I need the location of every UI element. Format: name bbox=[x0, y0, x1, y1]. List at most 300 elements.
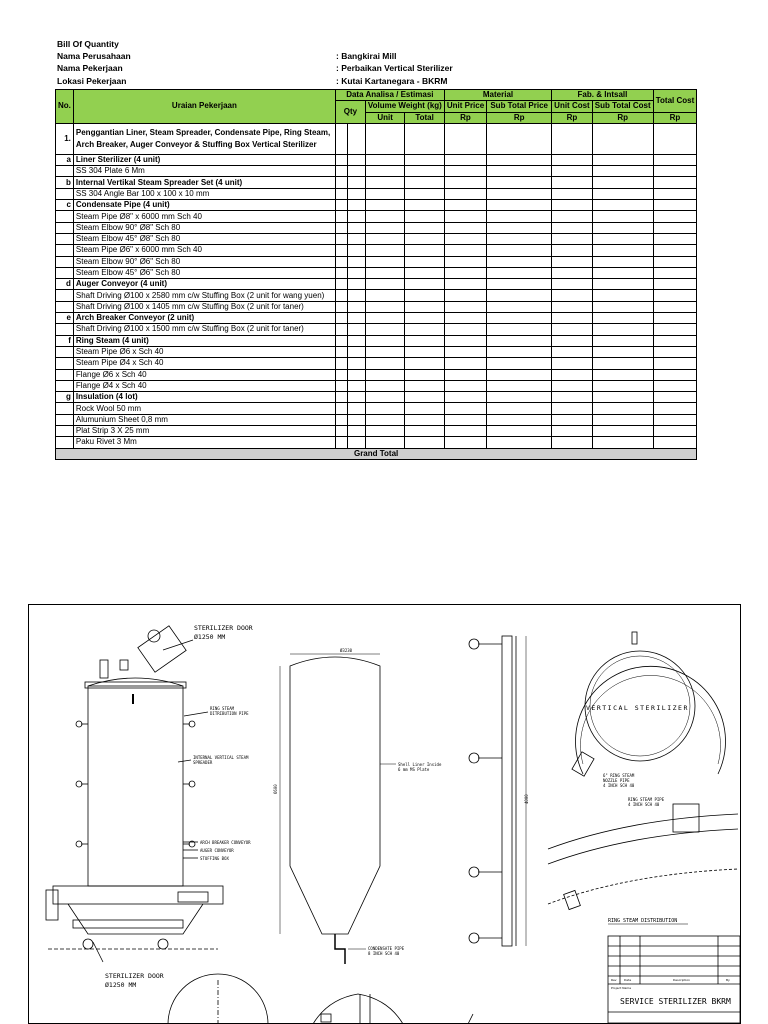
table-row bbox=[56, 222, 697, 233]
empty-cell bbox=[444, 222, 486, 233]
empty-cell bbox=[487, 358, 552, 369]
empty-cell bbox=[335, 222, 347, 233]
empty-cell bbox=[347, 290, 365, 301]
auger-label: AUGER CONVEYOR bbox=[200, 848, 234, 853]
empty-cell bbox=[552, 154, 593, 165]
empty-cell bbox=[347, 256, 365, 267]
empty-cell bbox=[653, 346, 697, 357]
row-number bbox=[56, 245, 74, 256]
table-row bbox=[56, 267, 697, 278]
row-number: c bbox=[56, 200, 74, 211]
empty-cell bbox=[444, 211, 486, 222]
table-row bbox=[56, 233, 697, 244]
empty-cell bbox=[405, 392, 444, 403]
empty-cell bbox=[347, 267, 365, 278]
empty-cell bbox=[552, 335, 593, 346]
empty-cell bbox=[335, 267, 347, 278]
row-number bbox=[56, 346, 74, 357]
company-label: Nama Perusahaan bbox=[57, 51, 131, 61]
empty-cell bbox=[653, 200, 697, 211]
empty-cell bbox=[653, 233, 697, 244]
ring-note-2: NOZZLE PIPE bbox=[603, 778, 630, 783]
empty-cell bbox=[444, 358, 486, 369]
empty-cell bbox=[347, 346, 365, 357]
empty-cell bbox=[653, 358, 697, 369]
empty-cell bbox=[365, 188, 404, 199]
col-fab-install: Fab. & Intsall bbox=[552, 90, 654, 101]
empty-cell bbox=[487, 233, 552, 244]
empty-cell bbox=[405, 166, 444, 177]
empty-cell bbox=[653, 279, 697, 290]
empty-cell bbox=[405, 414, 444, 425]
empty-cell bbox=[444, 426, 486, 437]
table-row bbox=[56, 166, 697, 177]
empty-cell bbox=[335, 188, 347, 199]
empty-cell bbox=[405, 426, 444, 437]
tb-rev: Rev bbox=[611, 978, 617, 982]
row-description: Internal Vertikal Steam Spreader Set (4 unit) bbox=[73, 177, 335, 188]
location-label: Lokasi Pekerjaan bbox=[57, 76, 127, 86]
empty-cell bbox=[444, 188, 486, 199]
empty-cell bbox=[552, 177, 593, 188]
empty-cell bbox=[444, 346, 486, 357]
table-row bbox=[56, 256, 697, 267]
ring-steam-distribution-label: RING STEAM DISTRIBUTION bbox=[608, 918, 678, 924]
empty-cell bbox=[335, 233, 347, 244]
empty-cell bbox=[405, 437, 444, 448]
empty-cell bbox=[347, 154, 365, 165]
table-row bbox=[56, 301, 697, 312]
row-number bbox=[56, 256, 74, 267]
empty-cell bbox=[365, 369, 404, 380]
tb-by: By bbox=[726, 978, 730, 982]
empty-cell bbox=[335, 313, 347, 324]
empty-cell bbox=[347, 403, 365, 414]
empty-cell bbox=[335, 290, 347, 301]
row-number bbox=[56, 301, 74, 312]
empty-cell bbox=[405, 313, 444, 324]
job-label: Nama Pekerjaan bbox=[57, 63, 123, 73]
empty-cell bbox=[592, 414, 653, 425]
empty-cell bbox=[444, 245, 486, 256]
empty-cell bbox=[592, 346, 653, 357]
empty-cell bbox=[653, 256, 697, 267]
empty-cell bbox=[335, 200, 347, 211]
empty-cell bbox=[552, 267, 593, 278]
empty-cell bbox=[653, 267, 697, 278]
stuffing-box-label: STUFFING BOX bbox=[200, 856, 229, 861]
empty-cell bbox=[552, 437, 593, 448]
row-number bbox=[56, 369, 74, 380]
empty-cell bbox=[487, 346, 552, 357]
row-description: Shaft Driving Ø100 x 1405 mm c/w Stuffing Box (2 unit for taner) bbox=[73, 301, 335, 312]
empty-cell bbox=[592, 233, 653, 244]
row-number bbox=[56, 211, 74, 222]
empty-cell bbox=[444, 335, 486, 346]
empty-cell bbox=[365, 358, 404, 369]
empty-cell bbox=[592, 290, 653, 301]
col-qty: Qty bbox=[335, 101, 365, 124]
empty-cell bbox=[653, 177, 697, 188]
grand-total-label: Grand Total bbox=[56, 448, 697, 459]
empty-cell bbox=[552, 414, 593, 425]
row-number bbox=[56, 324, 74, 335]
empty-cell bbox=[552, 188, 593, 199]
empty-cell bbox=[592, 211, 653, 222]
empty-cell bbox=[335, 166, 347, 177]
empty-cell bbox=[592, 279, 653, 290]
empty-cell bbox=[347, 279, 365, 290]
empty-cell bbox=[653, 369, 697, 380]
empty-cell bbox=[335, 335, 347, 346]
empty-cell bbox=[405, 245, 444, 256]
empty-cell bbox=[487, 245, 552, 256]
empty-cell bbox=[405, 200, 444, 211]
table-row bbox=[56, 369, 697, 380]
empty-cell bbox=[444, 256, 486, 267]
table-row bbox=[56, 313, 697, 324]
row-number bbox=[56, 290, 74, 301]
ring-note-3: 4 INCH SCH 40 bbox=[603, 783, 635, 788]
empty-cell bbox=[335, 358, 347, 369]
empty-cell bbox=[365, 392, 404, 403]
empty-cell bbox=[335, 245, 347, 256]
job-value: : Perbaikan Vertical Sterilizer bbox=[336, 63, 453, 73]
empty-cell bbox=[592, 256, 653, 267]
liner-label-1: Shell Liner Inside bbox=[398, 762, 442, 767]
row-number: d bbox=[56, 279, 74, 290]
empty-cell bbox=[444, 279, 486, 290]
empty-cell bbox=[335, 211, 347, 222]
empty-cell bbox=[405, 369, 444, 380]
table-row bbox=[56, 358, 697, 369]
row-number bbox=[56, 166, 74, 177]
empty-cell bbox=[365, 437, 404, 448]
row-description: Auger Conveyor (4 unit) bbox=[73, 279, 335, 290]
row-description: Shaft Driving Ø100 x 2580 mm c/w Stuffing Box (2 unit for wang yuen) bbox=[73, 290, 335, 301]
empty-cell bbox=[405, 279, 444, 290]
empty-cell bbox=[552, 346, 593, 357]
row-description: Insulation (4 lot) bbox=[73, 392, 335, 403]
spreader-label-1: INTERNAL VERTICAL STEAM bbox=[193, 755, 249, 760]
empty-cell bbox=[552, 245, 593, 256]
row-number bbox=[56, 233, 74, 244]
empty-cell bbox=[405, 358, 444, 369]
row-description: Flange Ø4 x Sch 40 bbox=[73, 380, 335, 391]
empty-cell bbox=[335, 403, 347, 414]
ring-note-4: RING STEAM PIPE bbox=[628, 797, 665, 802]
col-volume-weight: Volume Weight (kg) bbox=[365, 101, 444, 112]
empty-cell bbox=[365, 324, 404, 335]
empty-cell bbox=[365, 301, 404, 312]
table-row bbox=[56, 290, 697, 301]
empty-cell bbox=[653, 188, 697, 199]
row-description: Penggantian Liner, Steam Spreader, Condensate Pipe, Ring Steam, Arch Breaker, Auger Conveyor & Stuffing Box Vertical Sterilizer bbox=[73, 123, 335, 154]
empty-cell bbox=[444, 414, 486, 425]
empty-cell bbox=[487, 200, 552, 211]
table-row bbox=[56, 414, 697, 425]
empty-cell bbox=[653, 324, 697, 335]
empty-cell bbox=[405, 256, 444, 267]
empty-cell bbox=[653, 426, 697, 437]
row-number bbox=[56, 437, 74, 448]
row-description: Liner Sterilizer (4 unit) bbox=[73, 154, 335, 165]
empty-cell bbox=[405, 233, 444, 244]
dim-4000-label: 4000 bbox=[524, 794, 529, 804]
empty-cell bbox=[592, 188, 653, 199]
empty-cell bbox=[592, 335, 653, 346]
empty-cell bbox=[365, 290, 404, 301]
arch-breaker-label: ARCH BREAKER CONVEYOR bbox=[200, 840, 251, 845]
col-total: Total bbox=[405, 112, 444, 123]
row-number bbox=[56, 426, 74, 437]
ring-note-5: 4 INCH SCH 40 bbox=[628, 802, 660, 807]
empty-cell bbox=[347, 324, 365, 335]
empty-cell bbox=[347, 301, 365, 312]
door-bottom-dia: Ø1250 MM bbox=[105, 981, 137, 989]
tb-project: Project Name bbox=[611, 986, 632, 990]
empty-cell bbox=[347, 211, 365, 222]
empty-cell bbox=[365, 222, 404, 233]
empty-cell bbox=[592, 301, 653, 312]
row-number bbox=[56, 414, 74, 425]
empty-cell bbox=[592, 222, 653, 233]
empty-cell bbox=[653, 313, 697, 324]
empty-cell bbox=[365, 166, 404, 177]
empty-cell bbox=[365, 177, 404, 188]
empty-cell bbox=[444, 392, 486, 403]
empty-cell bbox=[552, 313, 593, 324]
empty-cell bbox=[592, 313, 653, 324]
table-row-main bbox=[56, 123, 697, 154]
empty-cell bbox=[347, 426, 365, 437]
empty-cell bbox=[653, 154, 697, 165]
empty-cell bbox=[405, 380, 444, 391]
empty-cell bbox=[365, 403, 404, 414]
empty-cell bbox=[552, 233, 593, 244]
table-row bbox=[56, 177, 697, 188]
row-description: Rock Wool 50 mm bbox=[73, 403, 335, 414]
empty-cell bbox=[405, 324, 444, 335]
col-description: Uraian Pekerjaan bbox=[73, 90, 335, 124]
table-row bbox=[56, 392, 697, 403]
condensate-label-1: CONDENSATE PIPE bbox=[368, 946, 405, 951]
empty-cell bbox=[444, 166, 486, 177]
empty-cell bbox=[405, 403, 444, 414]
empty-cell bbox=[552, 211, 593, 222]
col-unit-cost: Unit Cost bbox=[552, 101, 593, 112]
empty-cell bbox=[347, 188, 365, 199]
empty-cell bbox=[444, 154, 486, 165]
table-row bbox=[56, 245, 697, 256]
empty-cell bbox=[487, 222, 552, 233]
empty-cell bbox=[405, 346, 444, 357]
empty-cell bbox=[444, 301, 486, 312]
col-data-analisa: Data Analisa / Estimasi bbox=[335, 90, 444, 101]
empty-cell bbox=[444, 200, 486, 211]
empty-cell bbox=[592, 245, 653, 256]
row-description: Steam Elbow 45° Ø8" Sch 80 bbox=[73, 233, 335, 244]
col-unit: Unit bbox=[365, 112, 404, 123]
empty-cell bbox=[405, 267, 444, 278]
table-row bbox=[56, 403, 697, 414]
row-number: f bbox=[56, 335, 74, 346]
row-number: a bbox=[56, 154, 74, 165]
table-row bbox=[56, 437, 697, 448]
empty-cell bbox=[347, 166, 365, 177]
vertical-sterilizer-label: VERTICAL STERILIZER bbox=[586, 704, 689, 712]
col-rp: Rp bbox=[444, 112, 486, 123]
empty-cell bbox=[335, 369, 347, 380]
empty-cell bbox=[347, 335, 365, 346]
empty-cell bbox=[335, 154, 347, 165]
empty-cell bbox=[444, 233, 486, 244]
table-row bbox=[56, 335, 697, 346]
empty-cell bbox=[592, 403, 653, 414]
empty-cell bbox=[552, 279, 593, 290]
col-no: No. bbox=[56, 90, 74, 124]
empty-cell bbox=[552, 200, 593, 211]
table-row bbox=[56, 188, 697, 199]
empty-cell bbox=[347, 245, 365, 256]
empty-cell bbox=[365, 380, 404, 391]
empty-cell bbox=[347, 313, 365, 324]
row-description: Steam Elbow 90° Ø8" Sch 80 bbox=[73, 222, 335, 233]
row-description: Steam Pipe Ø8" x 6000 mm Sch 40 bbox=[73, 211, 335, 222]
empty-cell bbox=[335, 426, 347, 437]
row-description: SS 304 Plate 6 Mm bbox=[73, 166, 335, 177]
col-rp: Rp bbox=[552, 112, 593, 123]
empty-cell bbox=[487, 414, 552, 425]
table-row bbox=[56, 154, 697, 165]
row-description: Steam Elbow 90° Ø6" Sch 80 bbox=[73, 256, 335, 267]
empty-cell bbox=[365, 200, 404, 211]
dim-top-label: Ø3230 bbox=[340, 648, 353, 653]
row-description: Steam Pipe Ø6" x 6000 mm Sch 40 bbox=[73, 245, 335, 256]
empty-cell bbox=[335, 177, 347, 188]
empty-cell bbox=[405, 222, 444, 233]
row-description: Alumunium Sheet 0,8 mm bbox=[73, 414, 335, 425]
empty-cell bbox=[592, 166, 653, 177]
empty-cell bbox=[552, 369, 593, 380]
empty-cell bbox=[487, 188, 552, 199]
row-number: g bbox=[56, 392, 74, 403]
empty-cell bbox=[653, 166, 697, 177]
empty-cell bbox=[552, 301, 593, 312]
col-sub-total-cost: Sub Total Cost bbox=[592, 101, 653, 112]
empty-cell bbox=[444, 177, 486, 188]
empty-cell bbox=[335, 414, 347, 425]
empty-cell bbox=[365, 211, 404, 222]
empty-cell bbox=[405, 301, 444, 312]
empty-cell bbox=[347, 437, 365, 448]
empty-cell bbox=[335, 324, 347, 335]
table-row bbox=[56, 346, 697, 357]
empty-cell bbox=[592, 177, 653, 188]
row-number bbox=[56, 222, 74, 233]
empty-cell bbox=[487, 279, 552, 290]
empty-cell bbox=[552, 380, 593, 391]
empty-cell bbox=[347, 222, 365, 233]
empty-cell bbox=[487, 166, 552, 177]
sterilizer-drawing bbox=[28, 604, 741, 1024]
empty-cell bbox=[335, 279, 347, 290]
empty-cell bbox=[552, 222, 593, 233]
empty-cell bbox=[487, 267, 552, 278]
table-row bbox=[56, 200, 697, 211]
ring-steam-pipe-label-1: RING STEAM bbox=[210, 706, 235, 711]
empty-cell bbox=[335, 437, 347, 448]
dim-height-label: 6600 bbox=[273, 784, 278, 794]
condensate-label-2: 8 INCH SCH 40 bbox=[368, 951, 400, 956]
empty-cell bbox=[405, 188, 444, 199]
empty-cell bbox=[347, 200, 365, 211]
table-row bbox=[56, 324, 697, 335]
empty-cell bbox=[444, 290, 486, 301]
empty-cell bbox=[592, 369, 653, 380]
empty-cell bbox=[552, 324, 593, 335]
empty-cell bbox=[365, 335, 404, 346]
col-unit-price: Unit Price bbox=[444, 101, 486, 112]
empty-cell bbox=[653, 392, 697, 403]
empty-cell bbox=[552, 290, 593, 301]
empty-cell bbox=[365, 154, 404, 165]
tb-title: SERVICE STERILIZER BKRM bbox=[620, 997, 731, 1006]
ring-steam-pipe-label-2: DITRIBUTION PIPE bbox=[210, 711, 249, 716]
row-description: Condensate Pipe (4 unit) bbox=[73, 200, 335, 211]
col-total-cost: Total Cost bbox=[653, 90, 697, 113]
empty-cell bbox=[653, 211, 697, 222]
empty-cell bbox=[444, 380, 486, 391]
empty-cell bbox=[592, 267, 653, 278]
empty-cell bbox=[592, 392, 653, 403]
empty-cell bbox=[365, 245, 404, 256]
empty-cell bbox=[592, 324, 653, 335]
company-value: : Bangkirai Mill bbox=[336, 51, 397, 61]
empty-cell bbox=[592, 200, 653, 211]
row-number bbox=[56, 380, 74, 391]
col-rp: Rp bbox=[653, 112, 697, 123]
empty-cell bbox=[487, 437, 552, 448]
empty-cell bbox=[592, 437, 653, 448]
empty-cell bbox=[365, 267, 404, 278]
boq-title: Bill Of Quantity bbox=[57, 39, 119, 49]
empty-cell bbox=[487, 301, 552, 312]
empty-cell bbox=[405, 211, 444, 222]
empty-cell bbox=[552, 392, 593, 403]
empty-cell bbox=[653, 403, 697, 414]
grand-total-row bbox=[56, 448, 697, 459]
empty-cell bbox=[365, 256, 404, 267]
row-description: Paku Rivet 3 Mm bbox=[73, 437, 335, 448]
empty-cell bbox=[444, 313, 486, 324]
empty-cell bbox=[347, 233, 365, 244]
row-description: Shaft Driving Ø100 x 1500 mm c/w Stuffing Box (2 unit for taner) bbox=[73, 324, 335, 335]
empty-cell bbox=[347, 369, 365, 380]
liner-label-2: 6 mm MS Plate bbox=[398, 767, 430, 772]
row-description: Flange Ø6 x Sch 40 bbox=[73, 369, 335, 380]
empty-cell bbox=[347, 380, 365, 391]
empty-cell bbox=[444, 324, 486, 335]
row-number: e bbox=[56, 313, 74, 324]
empty-cell bbox=[653, 222, 697, 233]
col-material: Material bbox=[444, 90, 551, 101]
empty-cell bbox=[444, 369, 486, 380]
empty-cell bbox=[444, 403, 486, 414]
empty-cell bbox=[487, 256, 552, 267]
empty-cell bbox=[335, 346, 347, 357]
spreader-label-2: SPREADER bbox=[193, 760, 213, 765]
